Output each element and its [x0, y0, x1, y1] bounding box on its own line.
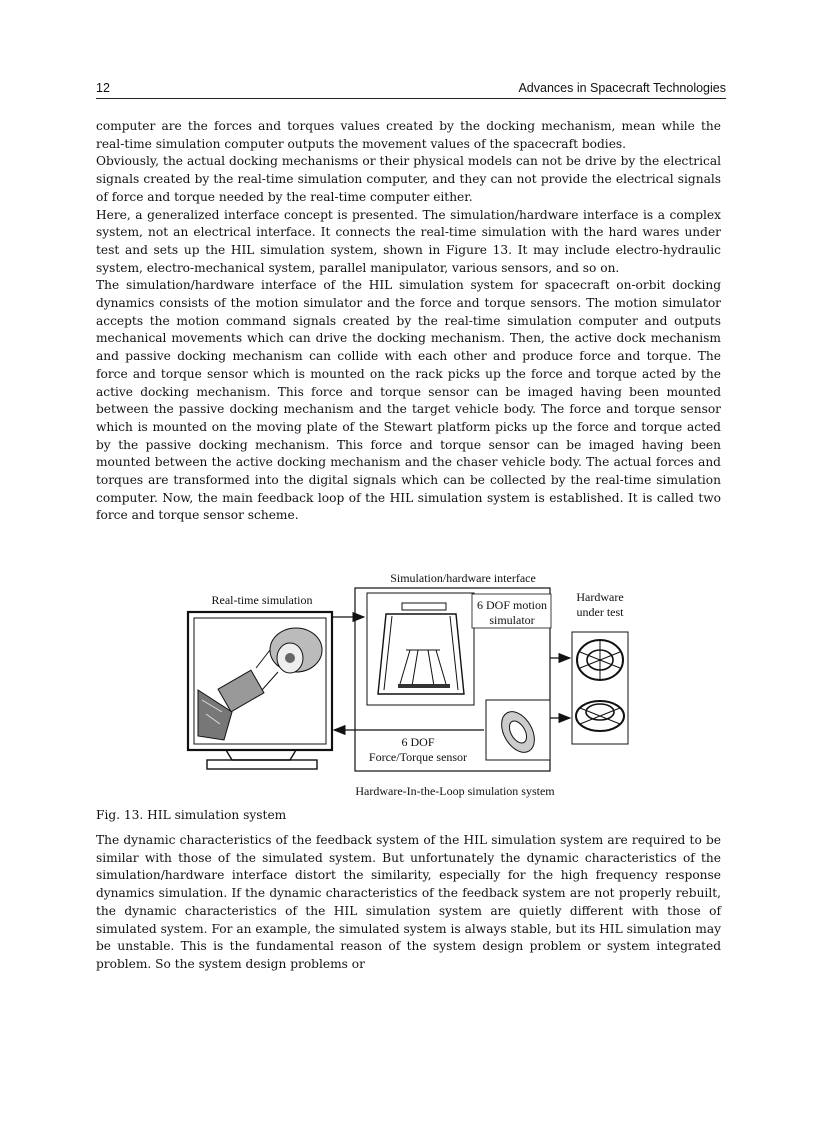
motion-simulator-label: simulator	[489, 613, 535, 627]
body-text-bottom	[96, 832, 721, 974]
hil-figure	[0, 560, 816, 805]
monitor-drawing	[188, 612, 332, 769]
paragraph: computer are the forces and torques values created by the docking mechanism, mean while the real-time simulation computer outputs the movement values of the spacecraft bodies.	[96, 119, 721, 151]
page-header	[96, 81, 726, 98]
header-rule	[96, 98, 726, 99]
paragraph: The simulation/hardware interface of the HIL simulation system for spacecraft on-orbit docking dynamics consists of the motion simulator and the force and torque sensors. The motion simulator accepts the motion command signals created by the real-time simulation computer and outputs mechanical movements which can drive the docking mechanism. Then, the active dock mechanism and passive docking mechanism can collide with each other and produce force and torque. The force and torque sensor which is mounted on the rack picks up the force and torque acted by the active docking mechanism. This force and torque sensor can be imaged having been mounted between the passive docking mechanism and the target vehicle body. The force and torque sensor which is mounted on the moving plate of the Stewart platform picks up the force and torque acted by the passive docking mechanism. This force and torque sensor can be imaged having been mounted between the active docking mechanism and the chaser vehicle body. The actual forces and torques are transformed into the digital signals which can be collected by the real-time simulation computer. Now, the main feedback loop of the HIL simulation system is established. It is called two force and torque sensor scheme.	[96, 278, 721, 523]
figure-caption: Fig. 13. HIL simulation system	[96, 808, 287, 822]
motion-simulator-label: 6 DOF motion	[476, 598, 548, 612]
hardware-label: under test	[576, 605, 624, 619]
interface-label: Simulation/hardware interface	[390, 571, 536, 585]
running-title: Advances in Spacecraft Technologies	[518, 81, 726, 95]
paragraph: Obviously, the actual docking mechanisms or their physical models can not be drive by the electrical signals created by the real-time simulation computer, and they can not provide the electrical signals of force and torque needed by the real-time computer either.	[96, 154, 721, 204]
system-label: Hardware-In-the-Loop simulation system	[355, 784, 555, 798]
hardware-label: Hardware	[576, 590, 624, 604]
sensor-label: 6 DOF	[401, 735, 435, 749]
paragraph: The dynamic characteristics of the feedback system of the HIL simulation system are required to be similar with those of the simulated system. But unfortunately the dynamic characteristics of the simulation/hardware interface distort the similarity, especially for the high frequency response dynamics simulation. If the dynamic characteristics of the feedback system are not properly rebuilt, the dynamic characteristics of the HIL simulation system are quietly different with those of simulated system. For an example, the simulated system is always stable, but its HIL simulation may be unstable. This is the fundamental reason of the system design problem or system integrated problem. So the system design problems or	[96, 833, 721, 971]
page-number: 12	[96, 81, 110, 95]
body-text-top	[96, 118, 721, 525]
realtime-label: Real-time simulation	[211, 593, 313, 607]
sensor-label: Force/Torque sensor	[368, 750, 468, 764]
paragraph: Here, a generalized interface concept is presented. The simulation/hardware interface is a complex system, not an electrical interface. It connects the real-time simulation with the hard wares under test and sets up the HIL simulation system, shown in Figure 13. It may include electro-hydraulic system, electro-mechanical system, parallel manipulator, various sensors, and so on.	[96, 207, 721, 275]
